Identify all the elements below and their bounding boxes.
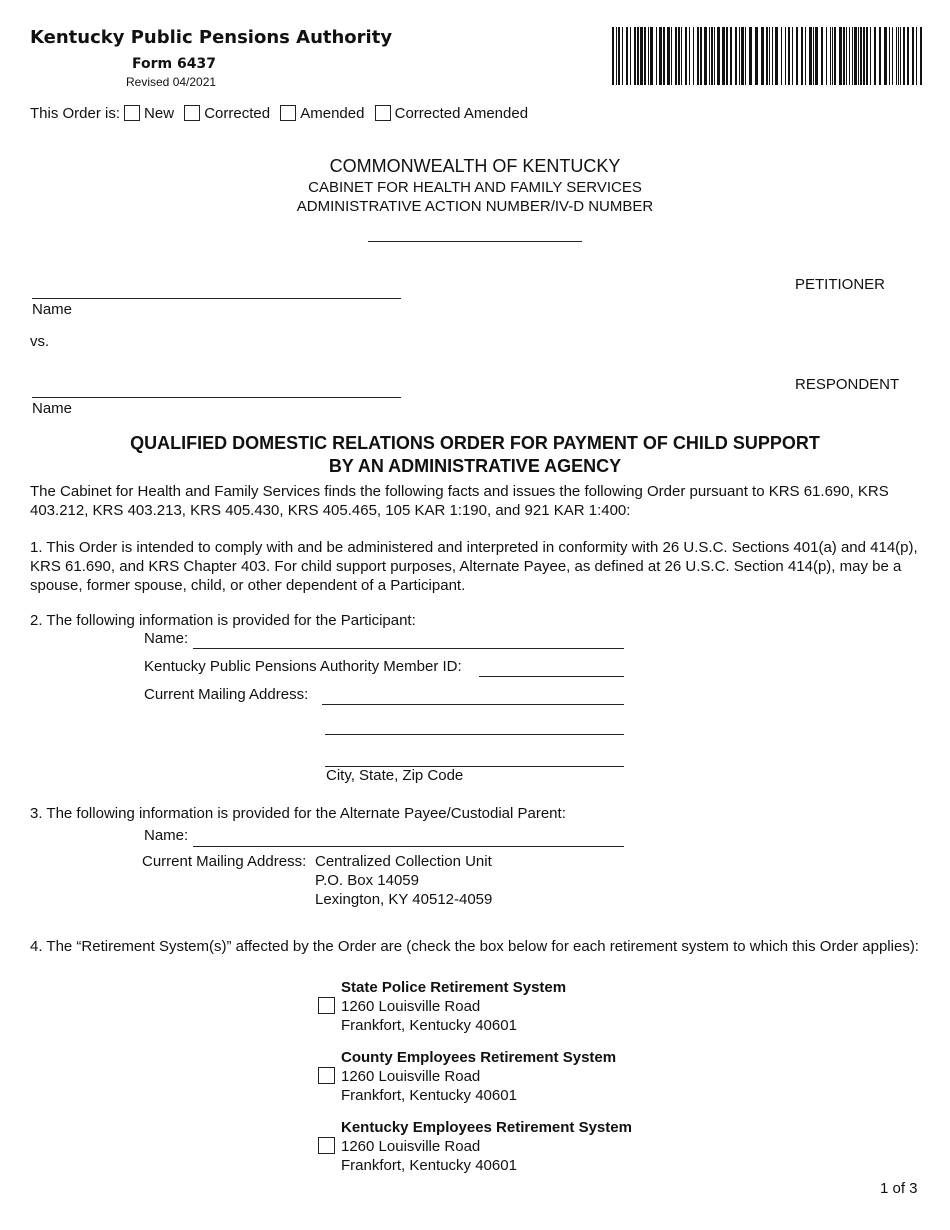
section2-heading: 2. The following information is provided for the Participant: <box>30 612 416 629</box>
state-police-city: Frankfort, Kentucky 40601 <box>341 1017 517 1034</box>
intro-paragraph: The Cabinet for Health and Family Services finds the following facts and issues the following Order pursuant to KRS 61.690, KRS 403.212, KRS 403.213, KRS 405.430, KRS 405.465, 105 KAR 1:190, and 921 KAR 1:400: <box>30 483 889 519</box>
state-police-checkbox[interactable] <box>318 997 335 1014</box>
state-police-name: State Police Retirement System <box>341 979 567 996</box>
organization-name: Kentucky Public Pensions Authority <box>30 27 393 48</box>
court-line1: COMMONWEALTH OF KENTUCKY <box>329 156 621 176</box>
form-number: Form 6437 <box>132 56 216 72</box>
county-employees-city: Frankfort, Kentucky 40601 <box>341 1087 517 1104</box>
county-employees-system <box>341 1048 616 1105</box>
section3-heading: 3. The following information is provided for the Alternate Payee/Custodial Parent: <box>30 805 566 822</box>
amended-checkbox[interactable] <box>280 105 296 121</box>
kentucky-employees-name: Kentucky Employees Retirement System <box>341 1119 632 1136</box>
petitioner-name-label: Name <box>32 301 73 318</box>
county-employees-checkbox[interactable] <box>318 1067 335 1084</box>
section4-heading: 4. The “Retirement System(s)” affected by the Order are (check the box below for each retirement system to which this Order applies): <box>30 938 919 955</box>
order-title-line1: QUALIFIED DOMESTIC RELATIONS ORDER FOR PAYMENT OF CHILD SUPPORT <box>130 433 820 453</box>
new-checkbox[interactable] <box>124 105 140 121</box>
participant-address-label: Current Mailing Address: <box>144 686 309 703</box>
alternate-payee-address-label: Current Mailing Address: <box>142 853 307 870</box>
corrected-checkbox[interactable] <box>184 105 200 121</box>
respondent-label: RESPONDENT <box>795 376 900 393</box>
section1-paragraph: 1. This Order is intended to comply with and be administered and interpreted in conformity with 26 U.S.C. Sections 401(a) and 414(p), KRS 61.690, and KRS Chapter 403. For child support purposes, Alternate Payee, as defined at 26 U.S.C. Section 414(p), may be a spouse, former spouse, child, or other dependent of a Participant. <box>30 539 918 594</box>
participant-address-field-1[interactable] <box>322 704 624 705</box>
action-number-field[interactable] <box>368 241 582 242</box>
kentucky-employees-city: Frankfort, Kentucky 40601 <box>341 1157 517 1174</box>
city-state-zip-label: City, State, Zip Code <box>326 767 464 784</box>
alternate-payee-name-field[interactable] <box>193 846 624 847</box>
alternate-payee-address-line1: Centralized Collection Unit <box>315 853 492 870</box>
state-police-street: 1260 Louisville Road <box>341 998 481 1015</box>
page-number: 1 of 3 <box>880 1180 918 1197</box>
county-employees-street: 1260 Louisville Road <box>341 1068 481 1085</box>
county-employees-name: County Employees Retirement System <box>341 1049 617 1066</box>
alternate-payee-address-line3: Lexington, KY 40512-4059 <box>315 891 493 908</box>
alternate-payee-address-line2: P.O. Box 14059 <box>315 872 419 889</box>
kentucky-employees-system <box>341 1118 632 1175</box>
state-police-system <box>341 978 566 1035</box>
new-option-label: New <box>144 105 175 122</box>
kentucky-employees-street: 1260 Louisville Road <box>341 1138 481 1155</box>
corrected-amended-checkbox[interactable] <box>375 105 391 121</box>
participant-address-field-2[interactable] <box>325 734 624 735</box>
order-type-label: This Order is: <box>30 105 121 122</box>
petitioner-label: PETITIONER <box>795 276 886 293</box>
barcode-icon <box>612 27 924 85</box>
respondent-name-label: Name <box>32 400 73 417</box>
order-type-row <box>30 105 530 122</box>
participant-name-field[interactable] <box>193 648 624 649</box>
participant-name-label: Name: <box>144 630 189 647</box>
versus-label: vs. <box>30 333 50 350</box>
court-line3: ADMINISTRATIVE ACTION NUMBER/IV-D NUMBER <box>296 198 654 215</box>
order-title-line2: BY AN ADMINISTRATIVE AGENCY <box>328 456 622 476</box>
petitioner-name-field[interactable] <box>32 298 401 299</box>
amended-option-label: Amended <box>300 105 365 122</box>
revised-date: Revised 04/2021 <box>126 75 217 89</box>
alternate-payee-name-label: Name: <box>144 827 189 844</box>
respondent-name-field[interactable] <box>32 397 401 398</box>
member-id-label: Kentucky Public Pensions Authority Member ID: <box>144 658 462 675</box>
member-id-field[interactable] <box>479 676 624 677</box>
court-line2: CABINET FOR HEALTH AND FAMILY SERVICES <box>308 179 642 196</box>
corrected-amended-option-label: Corrected Amended <box>394 105 529 122</box>
kentucky-employees-checkbox[interactable] <box>318 1137 335 1154</box>
corrected-option-label: Corrected <box>204 105 271 122</box>
